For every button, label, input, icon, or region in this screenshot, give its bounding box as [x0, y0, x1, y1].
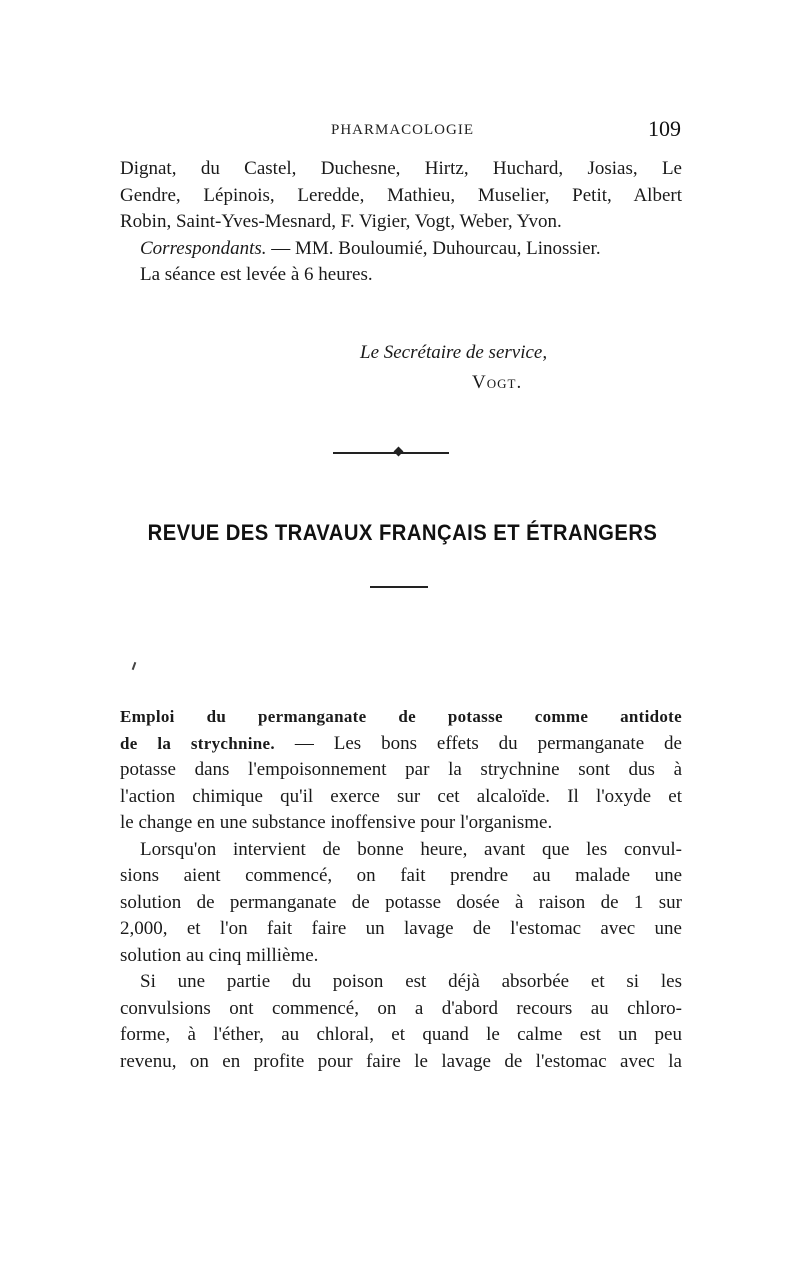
- text-line: sions aient commencé, on fait prendre au malade une: [120, 865, 682, 886]
- running-head: PHARMACOLOGIE: [330, 122, 474, 138]
- text-line: solution de permanganate de potasse dosée à raison de 1 sur: [120, 891, 682, 913]
- member-list-paragraph: [120, 156, 682, 289]
- print-mark: [132, 662, 137, 670]
- text-line: le change en une substance inoffensive pour l'organisme.: [120, 812, 553, 833]
- signature-role: Le Secrétaire de service,: [360, 342, 548, 363]
- article-title: Emploi du permanganate de potasse comme antidote: [120, 707, 682, 726]
- signature-name: Vogt.: [472, 372, 523, 393]
- text-line: potasse dans l'empoisonnement par la strychnine sont dus à: [120, 759, 682, 780]
- correspondants-line: [120, 236, 682, 263]
- page-header: [120, 116, 685, 146]
- text-line: Dignat, du Castel, Duchesne, Hirtz, Huchard, Josias, Le: [120, 158, 682, 179]
- text-line: solution au cinq millième.: [120, 944, 319, 966]
- text-line: [120, 731, 682, 758]
- page-number: 109: [648, 116, 681, 141]
- ornamental-rule: [333, 452, 449, 454]
- correspondants-text: — MM. Bouloumié, Duhourcau, Linossier.: [266, 237, 601, 259]
- text-line: Si une partie du poison est déjà absorbée et si les: [140, 971, 682, 992]
- text-line: 2,000, et l'on fait faire un lavage de l'estomac avec une: [120, 918, 682, 939]
- text-line: Gendre, Lépinois, Leredde, Mathieu, Muselier, Petit, Albert: [120, 184, 682, 206]
- text-line: Lorsqu'on intervient de bonne heure, avant que les convul-: [140, 838, 682, 860]
- seance-line: La séance est levée à 6 heures.: [140, 264, 373, 285]
- article-body: [120, 704, 682, 1075]
- text-line: forme, à l'éther, au chloral, et quand le calme est un peu: [120, 1024, 682, 1045]
- section-title: REVUE DES TRAVAUX FRANÇAIS ET ÉTRANGERS: [147, 520, 658, 545]
- text-span: — Les bons effets du permanganate de: [274, 732, 682, 754]
- correspondants-label: Correspondants.: [140, 237, 267, 259]
- text-line: convulsions ont commencé, on a d'abord recours au chloro-: [120, 997, 682, 1019]
- short-rule: [370, 586, 428, 588]
- text-line: Robin, Saint-Yves-Mesnard, F. Vigier, Vogt, Weber, Yvon.: [120, 211, 562, 232]
- text-line: l'action chimique qu'il exerce sur cet alcaloïde. Il l'oxyde et: [120, 785, 682, 807]
- text-line: revenu, on en profite pour faire le lavage de l'estomac avec la: [120, 1050, 682, 1072]
- article-title-end: de la strychnine.: [120, 733, 275, 753]
- ornament-diamond: [394, 447, 404, 457]
- signature-block: [120, 338, 682, 398]
